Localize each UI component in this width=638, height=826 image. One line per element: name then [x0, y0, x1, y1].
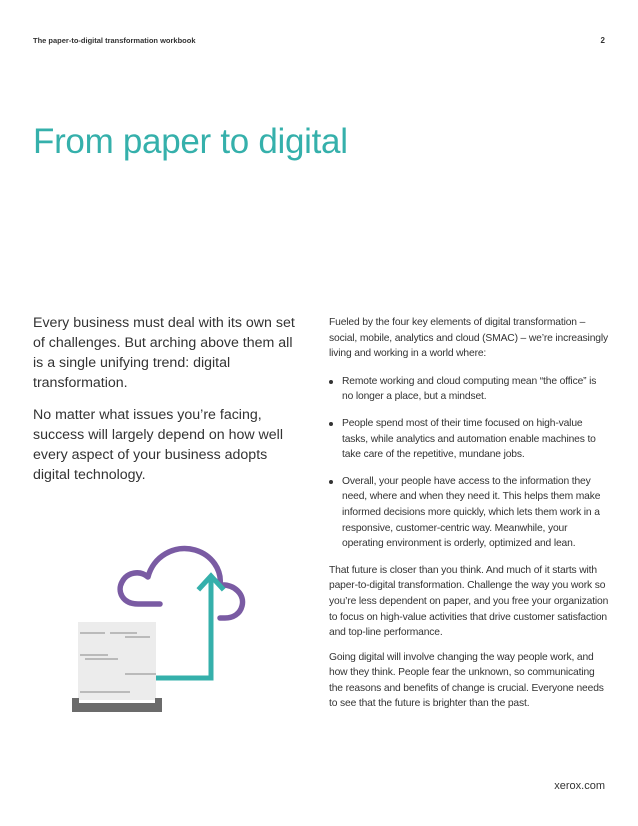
bullet-item: People spend most of their time focused on high-value tasks, while analytics and automation enable machines to take care of the repetitive, mundane jobs.: [329, 416, 609, 463]
running-header: The paper-to-digital transformation workbook: [33, 36, 196, 45]
intro-text: [33, 313, 295, 497]
footer-url: xerox.com: [554, 780, 605, 792]
bullet-item: Remote working and cloud computing mean “the office” is no longer a place, but a mindset.: [329, 374, 609, 405]
body-lead: Fueled by the four key elements of digital transformation – social, mobile, analytics and cloud (SMAC) – we’re increasingly living and working in a world where:: [329, 317, 608, 360]
intro-paragraph: Every business must deal with its own set of challenges. But arching above them all is a single unifying trend: digital transformation.: [33, 315, 295, 391]
paper-tray-icon: [72, 698, 162, 712]
paper-document-icon: [78, 622, 156, 700]
paper-to-cloud-illustration: [70, 540, 270, 715]
bullet-item: Overall, your people have access to the information they need, where and when they need it. This helps them make informed decisions more quickly, which lets them work in a responsive, customer-centric way. Meanwhile, your operating environment is orderly, optimized and lean.: [329, 474, 609, 552]
page-title: From paper to digital: [33, 122, 348, 161]
upload-arrow-icon: [156, 576, 222, 678]
intro-paragraph: No matter what issues you’re facing, success will largely depend on how well every aspect of your business adopts digital technology.: [33, 407, 283, 483]
page-number: 2: [600, 36, 605, 45]
body-paragraph: Going digital will involve changing the way people work, and how they think. People fear the unknown, so communicating the reasons and benefits of change is crucial. Everyone needs to see that the future is brighter than the past.: [329, 651, 604, 710]
body-paragraph: That future is closer than you think. And much of it starts with paper-to-digital transformation. Challenge the way you work so you’re less dependent on paper, and you free your organization to focus on high-value activities that drive customer satisfaction and top-line performance.: [329, 564, 609, 639]
cloud-icon: [120, 549, 242, 618]
bullet-list: [329, 374, 609, 552]
body-text: [329, 315, 609, 721]
